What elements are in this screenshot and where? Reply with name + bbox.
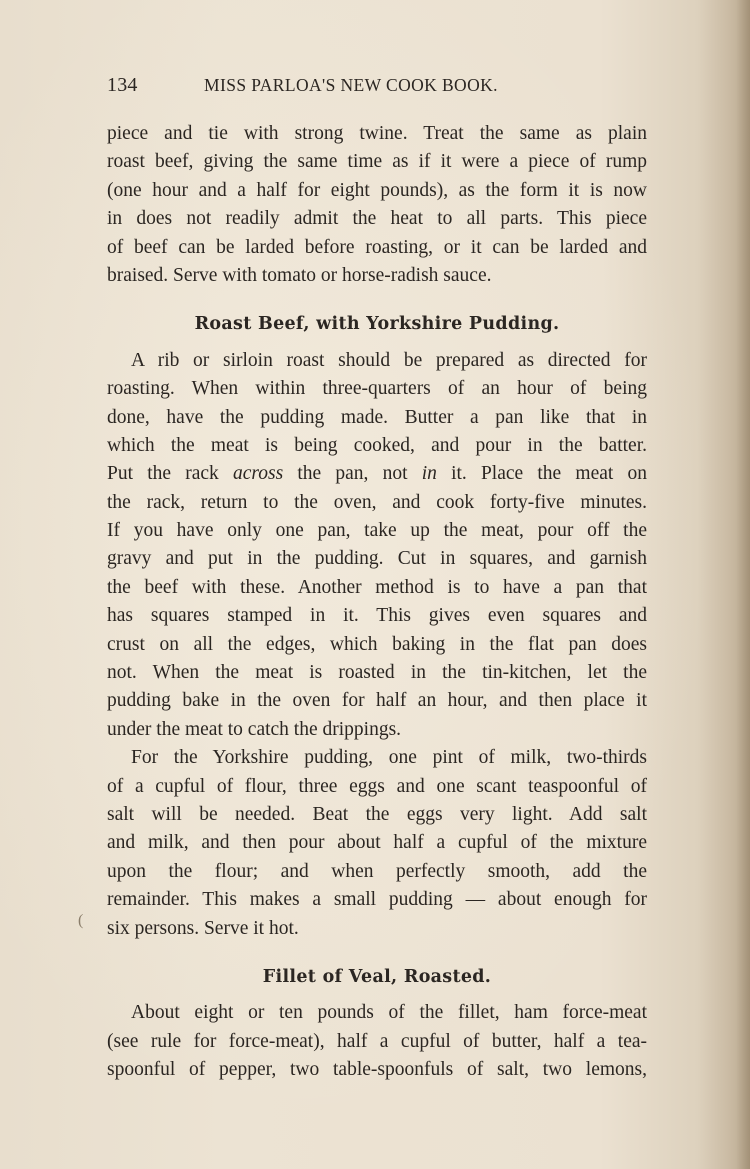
text-line: six persons. Serve it hot.	[107, 917, 299, 939]
text-line: gravy and put in the pudding. Cut in squares, and garnish	[107, 548, 647, 570]
text-line: If you have only one pan, take up the meat, pour off the	[107, 520, 647, 542]
text-line: For the Yorkshire pudding, one pint of milk, two-thirds	[131, 747, 647, 769]
text-segment: Put the rack	[107, 463, 233, 485]
text-line: not. When the meat is roasted in the tin-kitchen, let the	[107, 662, 647, 684]
text-segment: it. Place the meat on	[436, 463, 647, 485]
text-line: the beef with these. Another method is to have a pan that	[107, 576, 647, 598]
text-line: About eight or ten pounds of the fillet, ham force-meat	[131, 1002, 647, 1024]
text-line: which the meat is being cooked, and pour in the batter.	[107, 434, 647, 456]
text-line: (one hour and a half for eight pounds), as the form it is now	[107, 179, 647, 201]
page-number: 134	[107, 74, 138, 96]
text-line: of beef can be larded before roasting, or it can be larded and	[107, 236, 647, 258]
text-line: done, have the pudding made. Butter a pan like that in	[107, 406, 647, 428]
yorkshire-paragraph-1	[107, 347, 647, 744]
italic-word: in	[421, 463, 437, 485]
section-heading-yorkshire: Roast Beef, with Yorkshire Pudding.	[194, 314, 560, 335]
text-segment: the pan, not	[283, 463, 422, 485]
text-line: under the meat to catch the drippings.	[107, 718, 402, 740]
page-header	[107, 74, 647, 100]
veal-paragraph-1	[107, 999, 647, 1084]
margin-pencil-mark: (	[78, 912, 84, 929]
text-line: spoonful of pepper, two table-spoonfuls of salt, two lemons,	[107, 1059, 647, 1081]
text-line: salt will be needed. Beat the eggs very light. Add salt	[107, 803, 647, 825]
text-line: upon the flour; and when perfectly smooth, add the	[107, 860, 647, 882]
text-line: the rack, return to the oven, and cook forty-five minutes.	[107, 491, 647, 513]
text-line: A rib or sirloin roast should be prepared as directed for	[131, 349, 647, 371]
text-line-with-italics	[107, 460, 647, 488]
text-line: and milk, and then pour about half a cupful of the mixture	[107, 832, 647, 854]
body-text	[107, 120, 647, 1085]
text-line: in does not readily admit the heat to all parts. This piece	[107, 208, 647, 230]
text-line: of a cupful of flour, three eggs and one scant teaspoonful of	[107, 775, 647, 797]
section-heading-veal: Fillet of Veal, Roasted.	[262, 966, 492, 987]
text-line: braised. Serve with tomato or horse-radish sauce.	[107, 264, 492, 286]
text-line: piece and tie with strong twine. Treat the same as plain	[107, 123, 647, 144]
running-title: MISS PARLOA'S NEW COOK BOOK.	[204, 75, 498, 95]
text-line: roast beef, giving the same time as if it were a piece of rump	[107, 151, 647, 173]
text-line: remainder. This makes a small pudding — about enough for	[107, 889, 647, 911]
text-line: crust on all the edges, which baking in the flat pan does	[107, 633, 647, 655]
yorkshire-paragraph-2	[107, 744, 647, 943]
text-line: roasting. When within three-quarters of an hour of being	[107, 378, 647, 400]
continuation-paragraph	[107, 120, 647, 290]
text-line: (see rule for force-meat), half a cupful of butter, half a tea-	[107, 1030, 647, 1052]
italic-word: across	[232, 463, 284, 485]
text-line: pudding bake in the oven for half an hour, and then place it	[107, 690, 647, 712]
text-line: has squares stamped in it. This gives even squares and	[107, 605, 647, 627]
